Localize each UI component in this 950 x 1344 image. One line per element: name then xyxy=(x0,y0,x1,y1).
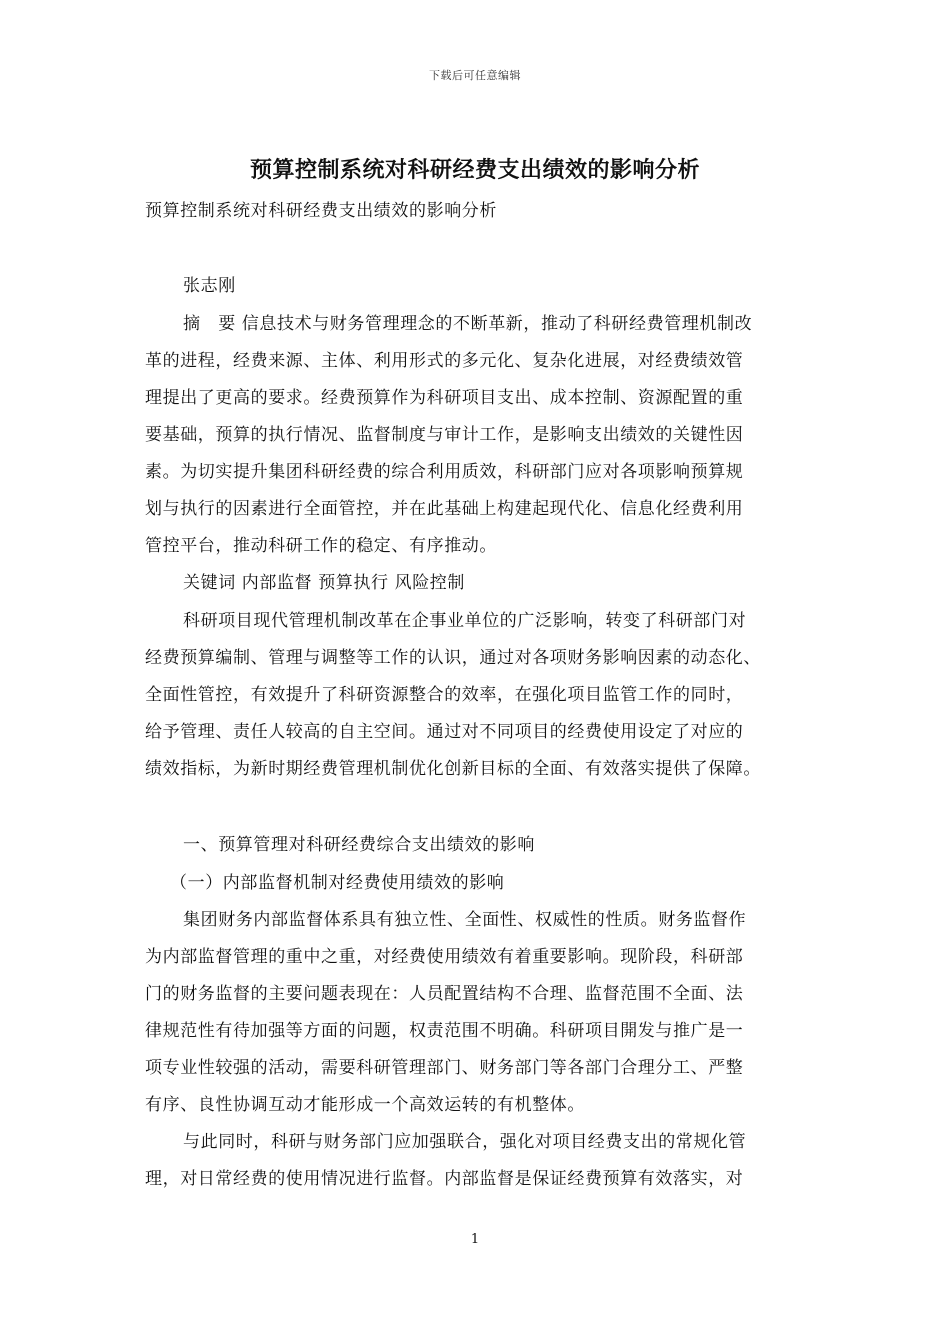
body-line: 项专业性较强的活动，需要科研管理部门、财务部门等各部门合理分工、严整 xyxy=(145,1058,744,1078)
intro-line: 绩效指标，为新时期经费管理机制优化创新目标的全面、有效落实提供了保障。 xyxy=(145,759,761,779)
abstract-line: 划与执行的因素进行全面管控，并在此基础上构建起现代化、信息化经费利用 xyxy=(145,499,744,519)
author: 张志刚 xyxy=(183,276,236,296)
abstract-line: 革的进程，经费来源、主体、利用形式的多元化、复杂化进展，对经费绩效管 xyxy=(145,351,744,371)
page-number: 1 xyxy=(470,1232,480,1247)
body-line: 与此同时，科研与财务部门应加强联合，强化对项目经费支出的常规化管 xyxy=(183,1132,747,1152)
intro-line: 科研项目现代管理机制改革在企事业单位的广泛影响，转变了科研部门对 xyxy=(183,611,747,631)
page-header-note: 下载后可任意编辑 xyxy=(429,69,521,82)
abstract-line: 要基础，预算的执行情况、监督制度与审计工作，是影响支出绩效的关键性因 xyxy=(145,425,744,445)
intro-line: 全面性管控，有效提升了科研资源整合的效率，在强化项目监管工作的同时， xyxy=(145,685,744,705)
document-subtitle: 预算控制系统对科研经费支出绩效的影响分析 xyxy=(145,201,497,221)
abstract-line: 素。为切实提升集团科研经费的综合利用质效，科研部门应对各项影响预算规 xyxy=(145,462,744,482)
body-line: 集团财务内部监督体系具有独立性、全面性、权威性的性质。财务监督作 xyxy=(183,910,747,930)
abstract-line: 理提出了更高的要求。经费预算作为科研项目支出、成本控制、资源配置的重 xyxy=(145,388,744,408)
body-line: 门的财务监督的主要问题表现在：人员配置结构不合理、监督范围不全面、法 xyxy=(145,984,744,1004)
intro-line: 给予管理、责任人较高的自主空间。通过对不同项目的经费使用设定了对应的 xyxy=(145,722,744,742)
body-line: 有序、良性协调互动才能形成一个高效运转的有机整体。 xyxy=(145,1095,585,1115)
subsection-heading: （一）内部监督机制对经费使用绩效的影响 xyxy=(170,873,505,893)
body-line: 理，对日常经费的使用情况进行监督。内部监督是保证经费预算有效落实，对 xyxy=(145,1169,744,1189)
abstract-line: 摘 要 信息技术与财务管理理念的不断革新，推动了科研经费管理机制改 xyxy=(183,314,753,334)
intro-line: 经费预算编制、管理与调整等工作的认识，通过对各项财务影响因素的动态化、 xyxy=(145,648,761,668)
document-title: 预算控制系统对科研经费支出绩效的影响分析 xyxy=(249,157,700,183)
body-line: 律规范性有待加强等方面的问题，权责范围不明确。科研项目開发与推广是一 xyxy=(145,1021,744,1041)
body-line: 为内部监督管理的重中之重，对经费使用绩效有着重要影响。现阶段，科研部 xyxy=(145,947,744,967)
abstract-line: 管控平台，推动科研工作的稳定、有序推动。 xyxy=(145,536,497,556)
keywords: 关键词 内部监督 预算执行 风险控制 xyxy=(183,573,466,593)
section-heading: 一、预算管理对科研经费综合支出绩效的影响 xyxy=(183,835,535,855)
